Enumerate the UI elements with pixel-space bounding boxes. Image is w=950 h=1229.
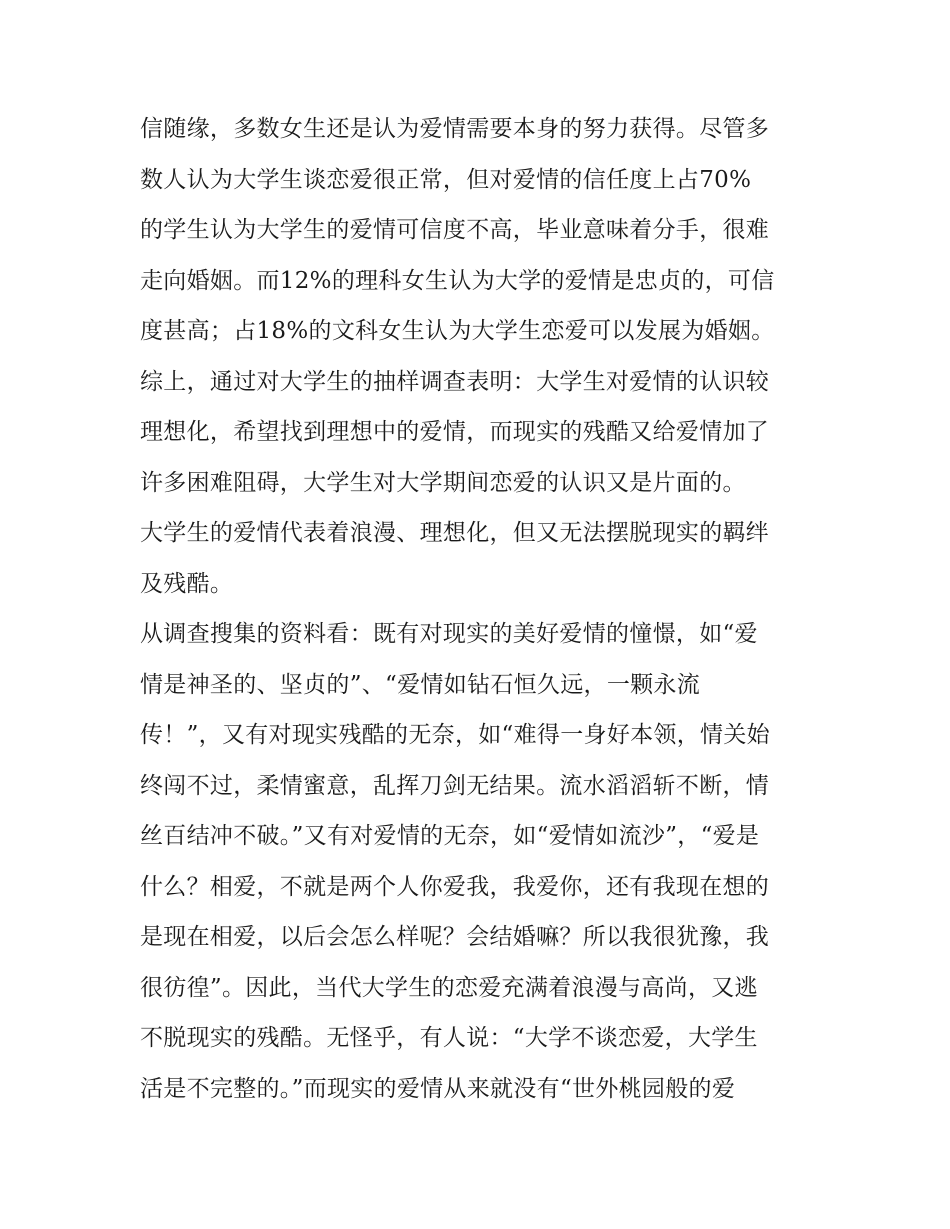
text-line: 活是不完整的。”而现实的爱情从来就没有“世外桃园般的爱 [140,1075,736,1102]
text-line: 丝百结冲不破。”又有对爱情的无奈，如“爱情如流沙”，“爱是 [140,823,760,849]
text-line: 信随缘，多数女生还是认为爱情需要本身的努力获得。尽管多 [140,116,770,142]
text-line: 从调查搜集的资料看：既有对现实的美好爱情的憧憬，如“爱 [140,621,758,647]
text-line: 走向婚姻。而12%的理科女生认为大学的爱情是忠贞的，可信 [140,267,775,294]
text-line: 许多困难阻碍，大学生对大学期间恋爱的认识又是片面的。 [140,469,746,496]
text-line: 的学生认为大学生的爱情可信度不高，毕业意味着分手，很难 [140,217,770,243]
text-line: 度甚高；占18%的文科女生认为大学生恋爱可以发展为婚姻。 [140,318,775,344]
text-line: 是现在相爱，以后会怎么样呢？会结婚嘛？所以我很犹豫，我 [140,924,770,950]
text-line: 很彷徨”。因此，当代大学生的恋爱充满着浪漫与高尚，又逃 [140,974,758,1001]
text-line: 传！”，又有对现实残酷的无奈，如“难得一身好本领，情关始 [140,722,770,748]
text-line: 大学生的爱情代表着浪漫、理想化，但又无法摆脱现实的羁绊 [140,520,770,546]
text-line: 数人认为大学生谈恋爱很正常，但对爱情的信任度上占70% [140,166,752,193]
text-line: 情是神圣的、坚贞的”、“爱情如钻石恒久远，一颗永流 [140,671,701,698]
text-line: 什么？相爱，不就是两个人你爱我，我爱你，还有我现在想的 [140,873,770,900]
text-line: 综上，通过对大学生的抽样调查表明：大学生对爱情的认识较 [140,368,770,395]
text-line: 不脱现实的残酷。无怪乎，有人说：“大学不谈恋爱，大学生 [140,1025,758,1051]
text-line: 及残酷。 [140,570,234,597]
text-line: 终闯不过，柔情蜜意，乱挥刀剑无结果。流水滔滔斩不断，情 [140,772,770,799]
text-line: 理想化，希望找到理想中的爱情，而现实的残酷又给爱情加了 [140,419,770,445]
body-text [140,104,830,1114]
